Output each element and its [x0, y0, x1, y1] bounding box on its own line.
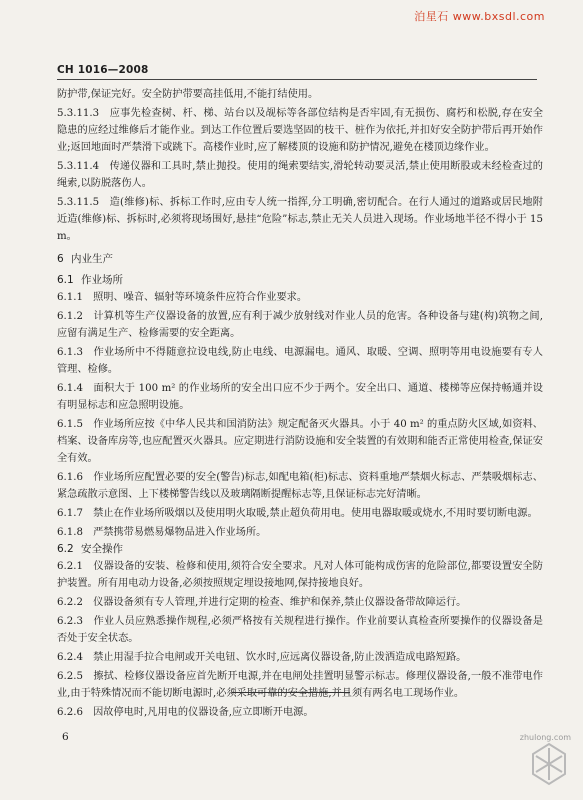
paragraph: 6.2.4 禁止用湿手拉合电闸或开关电钮、饮水时,应远离仪器设备,防止泼洒造成电路短路。 — [57, 652, 467, 663]
page-number: 6 — [62, 731, 69, 743]
paragraph: 6.1.3 作业场所中不得随意拉设电线,防止电线、电源漏电。通风、取暖、空调、照明等用电设施要有专人管理、检修。 — [57, 347, 543, 375]
paragraph: 6.2.2 仪器设备须有专人管理,并进行定期的检查、维护和保养,禁止仪器设备带故障运行。 — [57, 597, 467, 608]
snowflake-logo-icon — [521, 740, 577, 790]
section-number: 6 — [57, 253, 64, 265]
subsection-title: 安全操作 — [81, 543, 124, 555]
paragraph: 6.2.1 仪器设备的安装、检修和使用,须符合安全要求。凡对人体可能构成伤害的危险部位,都要设置安全防护装置。所有用电动力设备,必须按照规定埋设接地网,保持接地良好。 — [57, 561, 543, 589]
site-logo-text: zhulong.com — [519, 733, 571, 742]
standard-code: CH 1016—2008 — [57, 64, 149, 76]
document-body — [57, 86, 543, 721]
subsection-heading — [57, 541, 543, 558]
paragraph: 6.1.6 作业场所应配置必要的安全(警告)标志,如配电箱(柜)标志、资料重地严禁烟火标志、严禁吸烟标志、紧急疏散示意图、上下楼梯警告线以及玻璃隔断提醒标志等,且保证标志完好清晰。 — [57, 472, 543, 500]
paragraph: 5.3.11.3 应事先检查树、杆、梯、站台以及觇标等各部位结构是否牢固,有无损伤、腐朽和松脱,存在安全隐患的应经过维修后才能作业。到达工作位置后要选坚固的枝干、桩作为依托,并扣好安全防护带后再开始作业;返回地面时严禁滑下或跳下。高楼作业时,应了解楼顶的设施和防护情况,避免在楼顶边缘作业。 — [57, 108, 543, 153]
subsection-title: 作业场所 — [81, 274, 124, 286]
paragraph: 6.1.8 严禁携带易燃易爆物品进入作业场所。 — [57, 527, 267, 538]
paragraph: 6.1.2 计算机等生产仪器设备的放置,应有利于减少放射线对作业人员的危害。各种设备与建(构)筑物之间,应留有满足生产、检修需要的安全距离。 — [57, 311, 543, 339]
header-rule — [57, 79, 537, 80]
paragraph: 6.2.6 因故停电时,凡用电的仪器设备,应立即断开电源。 — [57, 707, 314, 718]
paragraph: 6.1.5 作业场所应按《中华人民共和国消防法》规定配备灭火器具。小于 40 m² 的重点防火区域,如资料、档案、设备库房等,也应配置灭火器具。应定期进行消防设施和安全装置的有效期和能否正常使用检查,保证安全有效。 — [57, 419, 543, 464]
paragraph: 6.1.7 禁止在作业场所吸烟以及使用明火取暖,禁止超负荷用电。使用电器取暖或烧水,不用时要切断电源。 — [57, 508, 538, 519]
section-title: 内业生产 — [71, 253, 114, 265]
paragraph: 防护带,保证完好。安全防护带要高挂低用,不能打结使用。 — [57, 89, 319, 100]
paragraph: 6.1.4 面积大于 100 m² 的作业场所的安全出口应不少于两个。安全出口、通道、楼梯等应保持畅通并设有明显标志和应急照明设施。 — [57, 383, 543, 411]
paragraph: 5.3.11.5 造(维修)标、拆标工作时,应由专人统一指挥,分工明确,密切配合。在行人通过的道路或居民地附近造(维修)标、拆标时,必须将现场围好,悬挂“危险”标志,禁止无关人员进入现场。作业场地半径不得小于 15 m。 — [57, 197, 543, 242]
subsection-number: 6.2 — [57, 543, 74, 555]
paragraph: 6.2.5 擦拭、检修仪器设备应首先断开电源,并在电闸处挂置明显警示标志。修理仪器设备,一般不准带电作业,由于特殊情况而不能切断电源时,必须采取可靠的安全措施,并且须有两名电工现场作业。 — [57, 671, 543, 699]
subsection-heading — [57, 272, 543, 289]
paragraph: 5.3.11.4 传递仪器和工具时,禁止抛投。使用的绳索要结实,滑轮转动要灵活,禁止使用断股或未经检查过的绳索,以防脱落伤人。 — [57, 161, 543, 189]
watermark-text: 泊星石 www.bxsdl.com — [414, 10, 545, 23]
end-rule — [232, 692, 350, 693]
paragraph: 6.1.1 照明、噪音、辐射等环境条件应符合作业要求。 — [57, 292, 308, 303]
section-heading — [57, 251, 543, 268]
subsection-number: 6.1 — [57, 274, 74, 286]
paragraph: 6.2.3 作业人员应熟悉操作规程,必须严格按有关规程进行操作。作业前要认真检查所要操作的仪器设备是否处于安全状态。 — [57, 616, 543, 644]
